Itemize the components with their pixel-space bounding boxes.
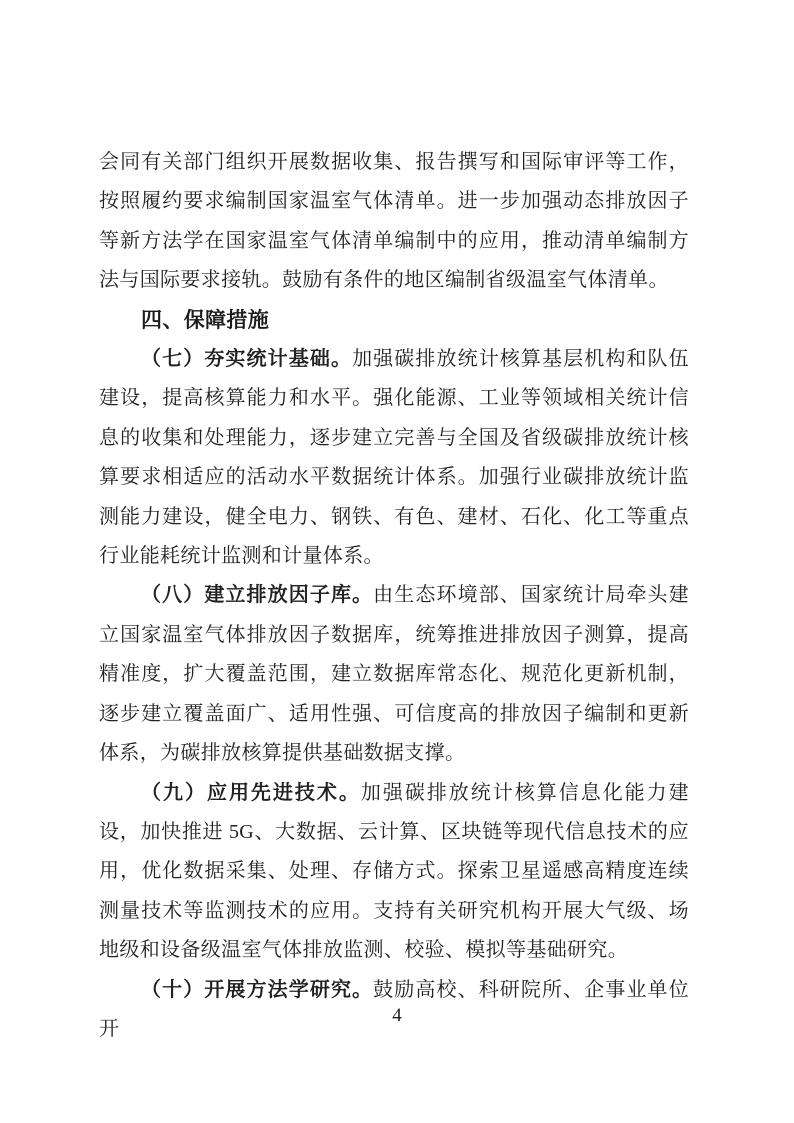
paragraph-lead: （九）应用先进技术。 <box>141 781 361 804</box>
paragraph-text: 鼓励高校、科研院所、企事业单位开 <box>99 978 690 1040</box>
body-paragraph <box>99 340 689 576</box>
document-body <box>99 143 689 1049</box>
paragraph-lead: （十）开展方法学研究。 <box>141 978 374 1001</box>
paragraph-lead: （七）夯实统计基础。 <box>141 348 353 371</box>
page-number: 4 <box>392 1005 402 1026</box>
paragraph-lead: （八）建立排放因子库。 <box>141 584 374 607</box>
body-paragraph <box>99 774 689 971</box>
paragraph-text: 加强碳排放统计核算基层机构和队伍建设，提高核算能力和水平。强化能源、工业等领域相关统计信息的收集和处理能力，逐步建立完善与全国及省级碳排放统计核算要求相适应的活动水平数据统计体系。加强行业碳排放统计监测能力建设，健全电力、钢铁、有色、建材、石化、化工等重点行业能耗统计监测和计量体系。 <box>99 348 689 568</box>
continuation-paragraph: 会同有关部门组织开展数据收集、报告撰写和国际审评等工作，按照履约要求编制国家温室气体清单。进一步加强动态排放因子等新方法学在国家温室气体清单编制中的应用，推动清单编制方法与国际要求接轨。鼓励有条件的地区编制省级温室气体清单。 <box>99 151 689 292</box>
paragraph-text: 加强碳排放统计核算信息化能力建设，加快推进 5G、大数据、云计算、区块链等现代信息技术的应用，优化数据采集、处理、存储方式。探索卫星遥感高精度连续测量技术等监测技术的应用。支持有关研究机构开展大气级、场地级和设备级温室气体排放监测、校验、模拟等基础研究。 <box>99 781 690 962</box>
body-paragraph <box>99 576 689 773</box>
section-heading: 四、保障措施 <box>141 308 270 332</box>
paragraph-text: 由生态环境部、国家统计局牵头建立国家温室气体排放因子数据库，统筹推进排放因子测算，提高精准度，扩大覆盖范围，建立数据库常态化、规范化更新机制，逐步建立覆盖面广、适用性强、可信度高的排放因子编制和更新体系，为碳排放核算提供基础数据支撑。 <box>99 584 690 765</box>
